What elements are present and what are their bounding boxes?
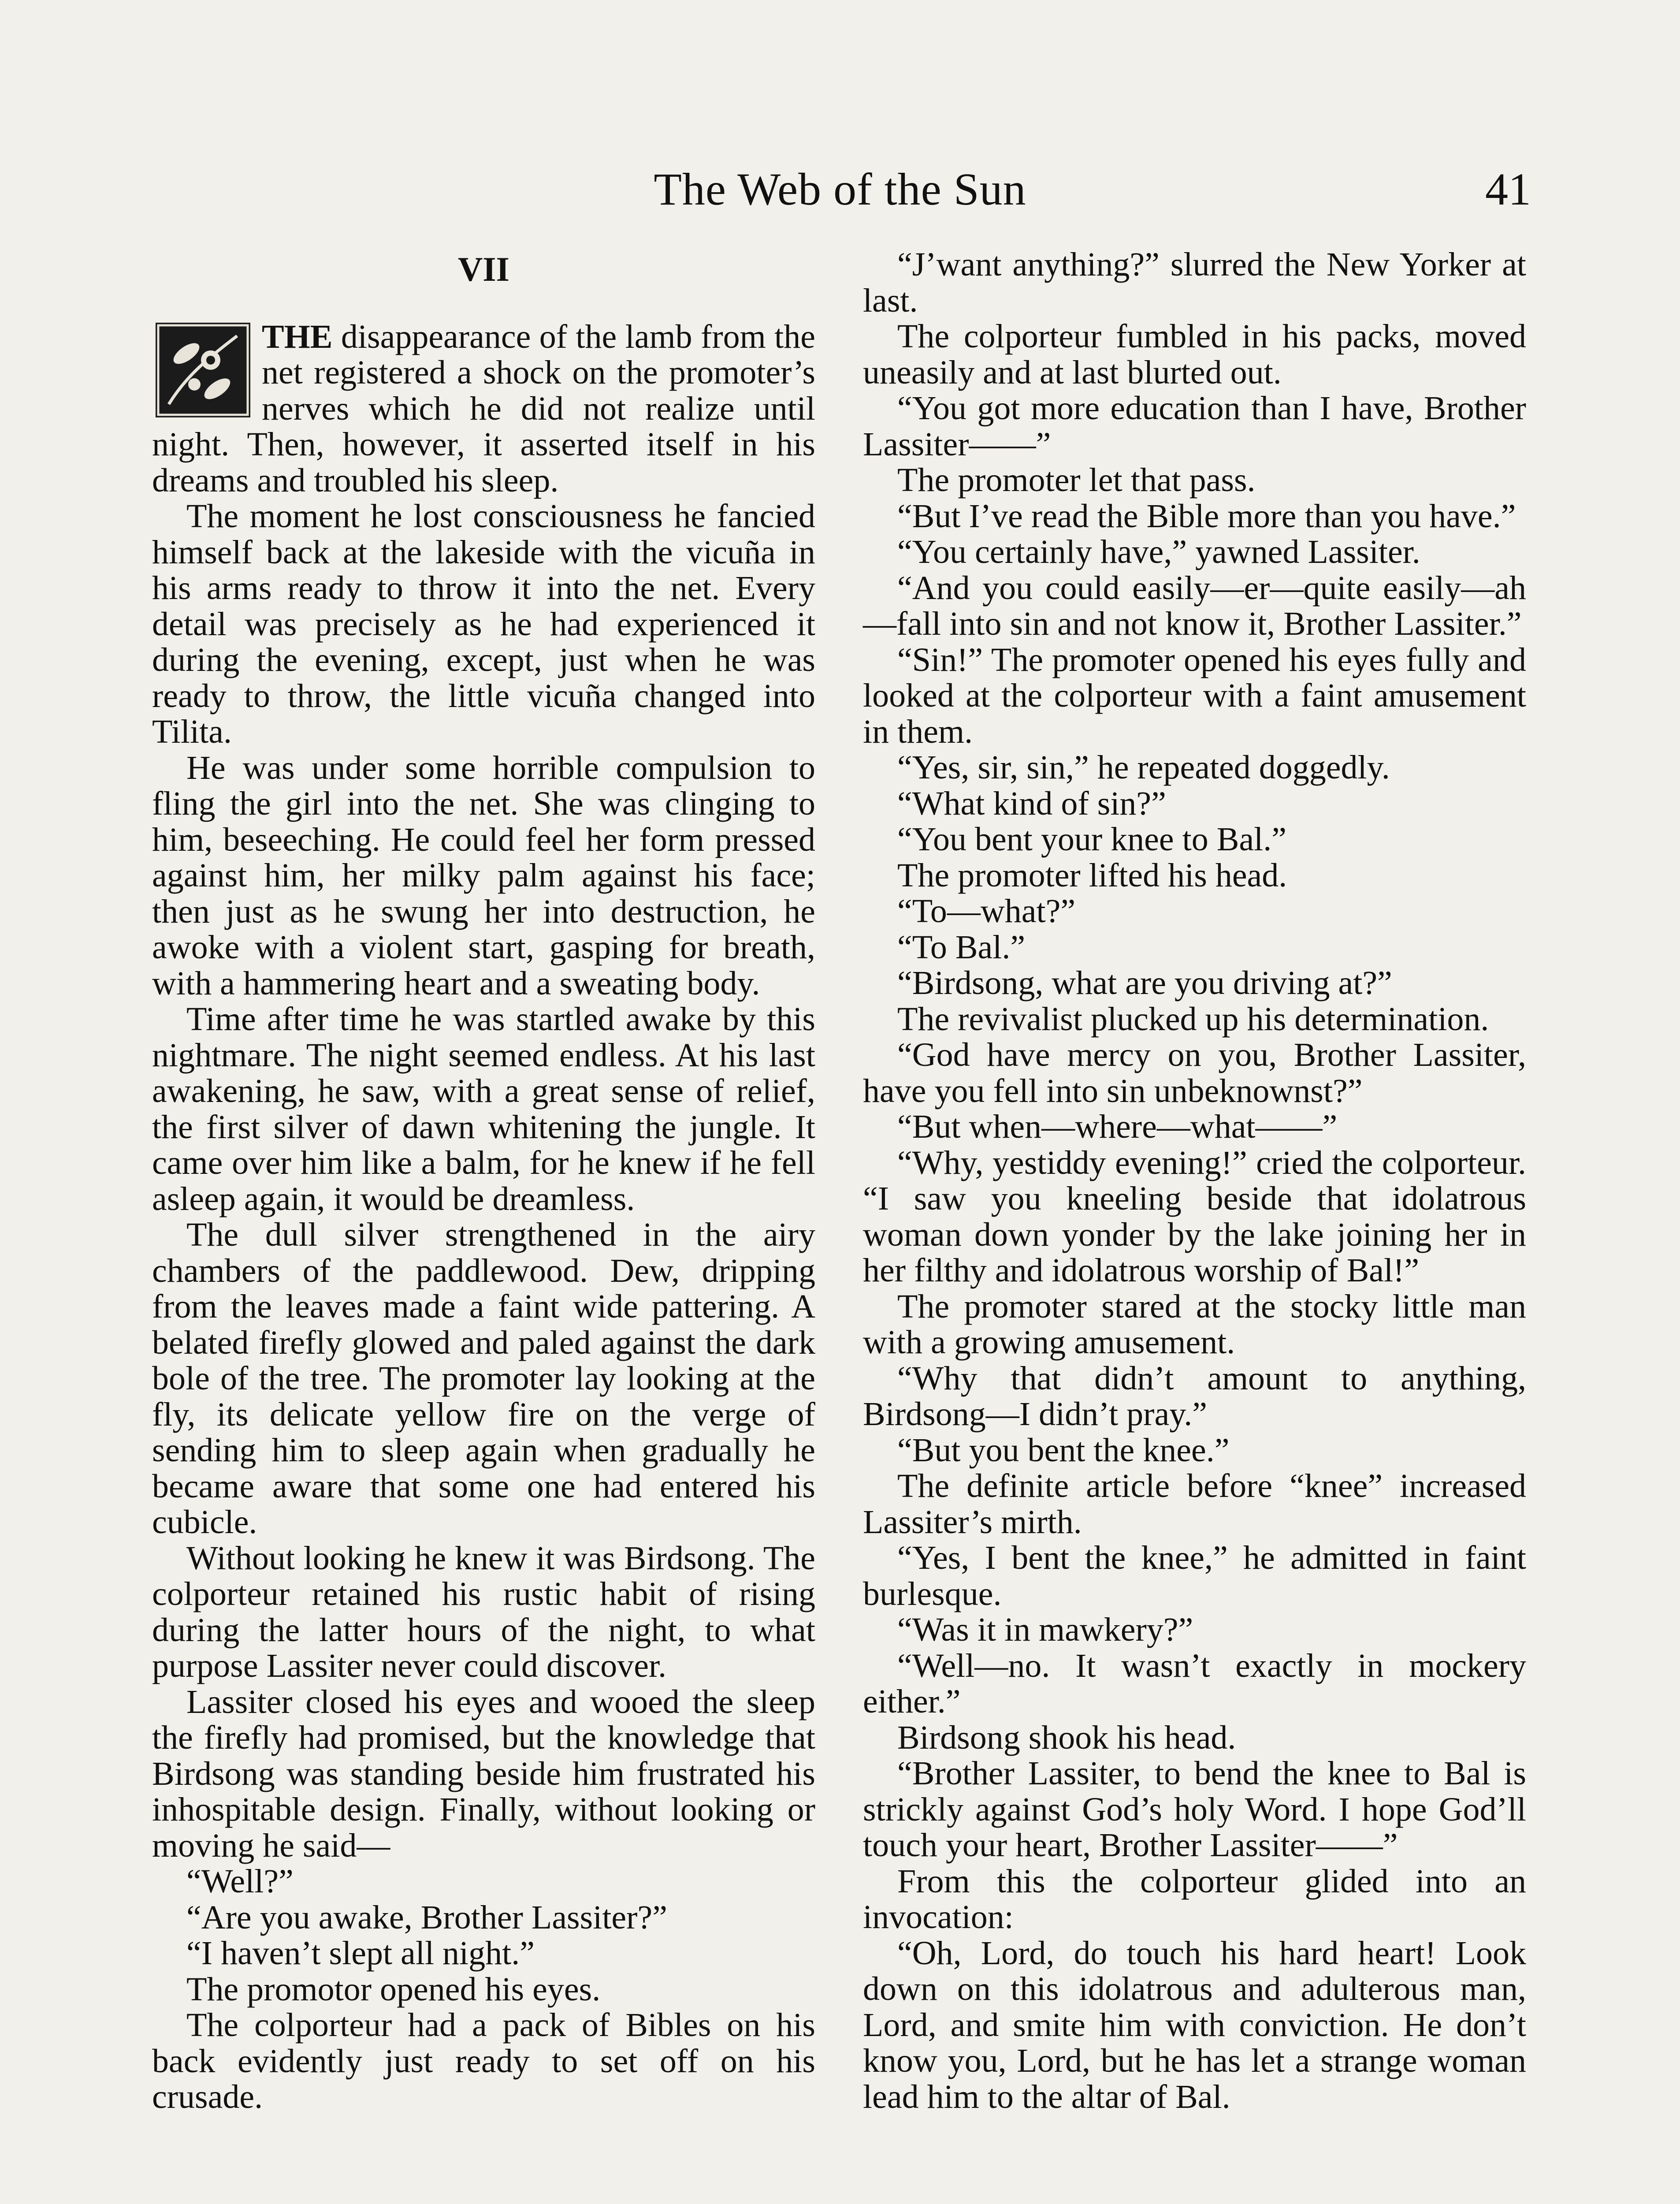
paragraph: “But I’ve read the Bible more than you have.” (897, 497, 1516, 535)
paragraph: “You got more education than I have, Brother Lassiter——” (863, 390, 1526, 463)
paragraph: “To—what?” (897, 893, 1076, 930)
paragraph: “But you bent the knee.” (897, 1431, 1230, 1469)
paragraph: The dull silver strengthened in the airy chambers of the paddlewood. Dew, dripping from the leaves made a faint wide pattering. A belated firefly glowed and paled against the dark bole of the tree. The promoter lay looking at the fly, its delicate yellow fire on the verge of sending him to sleep again when gradually he became aware that some one had entered his cubicle. (152, 1216, 815, 1541)
paragraph: The colporteur fumbled in his packs, moved uneasily and at last blurted out. (863, 318, 1526, 391)
paragraph-1 (152, 319, 815, 499)
paragraph: The definite article before “knee” increased Lassiter’s mirth. (863, 1467, 1526, 1541)
paragraph: “Yes, I bent the knee,” he admitted in faint burlesque. (863, 1539, 1526, 1612)
paragraph: “Well?” (186, 1863, 294, 1900)
paragraph: From this the colporteur glided into an invocation: (863, 1862, 1526, 1936)
paragraph: “Was it in mawkery?” (897, 1611, 1193, 1648)
paragraph-text: disappearance of the lamb from the net registered a shock on the promoter’s nerves which he did not realize until night. Then, however, it asserted itself in his dreams and troubled his sleep. (152, 318, 815, 499)
paragraph: He was under some horrible compulsion to fling the girl into the net. She was clinging to him, beseeching. He could feel her form pressed against him, her milky palm against his face; then just as he swung her into destruction, he awoke with a violent start, gasping for breath, with a hammering heart and a sweating body. (152, 749, 815, 1002)
paragraph: “Brother Lassiter, to bend the knee to Bal is strickly against God’s holy Word. I hope God’ll touch your heart, Brother Lassiter——” (863, 1755, 1526, 1864)
running-head-title: The Web of the Sun (654, 164, 1026, 215)
paragraph: “You bent your knee to Bal.” (897, 821, 1287, 858)
paragraph: “I haven’t slept all night.” (186, 1935, 535, 1972)
ornamental-drop-cap-icon (156, 323, 250, 417)
paragraph: The promotor opened his eyes. (186, 1970, 601, 2008)
paragraph: The colporteur had a pack of Bibles on his back evidently just ready to set off on his crusade. (152, 2007, 815, 2115)
paragraph: “What kind of sin?” (897, 785, 1166, 822)
paragraph: “Birdsong, what are you driving at?” (897, 964, 1392, 1001)
paragraph-lead-word: THE (262, 318, 333, 355)
paragraph: The moment he lost consciousness he fancied himself back at the lakeside with the vicuña in his arms ready to throw it into the net. Every detail was precisely as he had experienced it during the evening, except, just when he was ready to throw, the little vicuña changed into Tilita. (152, 498, 815, 750)
paragraph: Without looking he knew it was Birdsong. The colporteur retained his rustic habit of rising during the latter hours of the night, to what purpose Lassiter never could discover. (152, 1539, 815, 1684)
paragraph: Birdsong shook his head. (897, 1719, 1236, 1756)
paragraph: “To Bal.” (897, 928, 1026, 966)
paragraph: “Why that didn’t amount to anything, Birdsong—I didn’t pray.” (863, 1359, 1526, 1433)
left-column (152, 247, 815, 2115)
paragraph: “Oh, Lord, do touch his hard heart! Look down on this idolatrous and adulterous man, Lord, and smite him with conviction. He don’t know you, Lord, but he has let a strange woman lead him to the altar of Bal. (863, 1934, 1526, 2115)
paragraph: “Well—no. It wasn’t exactly in mockery either.” (863, 1647, 1526, 1720)
paragraph: “J’want anything?” slurred the New Yorker at last. (863, 246, 1526, 319)
paragraph: The revivalist plucked up his determination. (897, 1000, 1489, 1038)
paragraph: The promoter let that pass. (897, 462, 1256, 499)
paragraph: Lassiter closed his eyes and wooed the sleep the firefly had promised, but the knowledge that Birdsong was standing beside him frustrated his inhospitable design. Finally, without looking or moving he said— (152, 1683, 815, 1864)
page-number: 41 (1485, 164, 1531, 215)
paragraph: The promoter stared at the stocky little man with a growing amusement. (863, 1288, 1526, 1361)
paragraph: “And you could easily—er—quite easily—ah—fall into sin and not know it, Brother Lassiter.” (863, 569, 1526, 642)
paragraph: “God have mercy on you, Brother Lassiter, have you fell into sin unbeknownst?” (863, 1036, 1526, 1109)
paragraph: “Yes, sir, sin,” he repeated doggedly. (897, 749, 1390, 786)
paragraph: “You certainly have,” yawned Lassiter. (897, 533, 1420, 570)
paragraph: “Are you awake, Brother Lassiter?” (186, 1899, 667, 1936)
paragraph: The promoter lifted his head. (897, 856, 1287, 894)
paragraph: “Sin!” The promoter opened his eyes fully and looked at the colporteur with a faint amusement in them. (863, 641, 1526, 750)
paragraph: “But when—where—what——” (897, 1108, 1338, 1145)
chapter-heading: VII (457, 250, 510, 288)
paragraph: “Why, yestiddy evening!” cried the colporteur. “I saw you kneeling beside that idolatrous woman down yonder by the lake joining her in her filthy and idolatrous worship of Bal!” (863, 1144, 1526, 1289)
paragraph: Time after time he was startled awake by this nightmare. The night seemed endless. At his last awakening, he saw, with a great sense of relief, the first silver of dawn whitening the jungle. It came over him like a balm, for he knew if he fell asleep again, it would be dreamless. (152, 1001, 815, 1217)
right-column (863, 247, 1526, 2115)
